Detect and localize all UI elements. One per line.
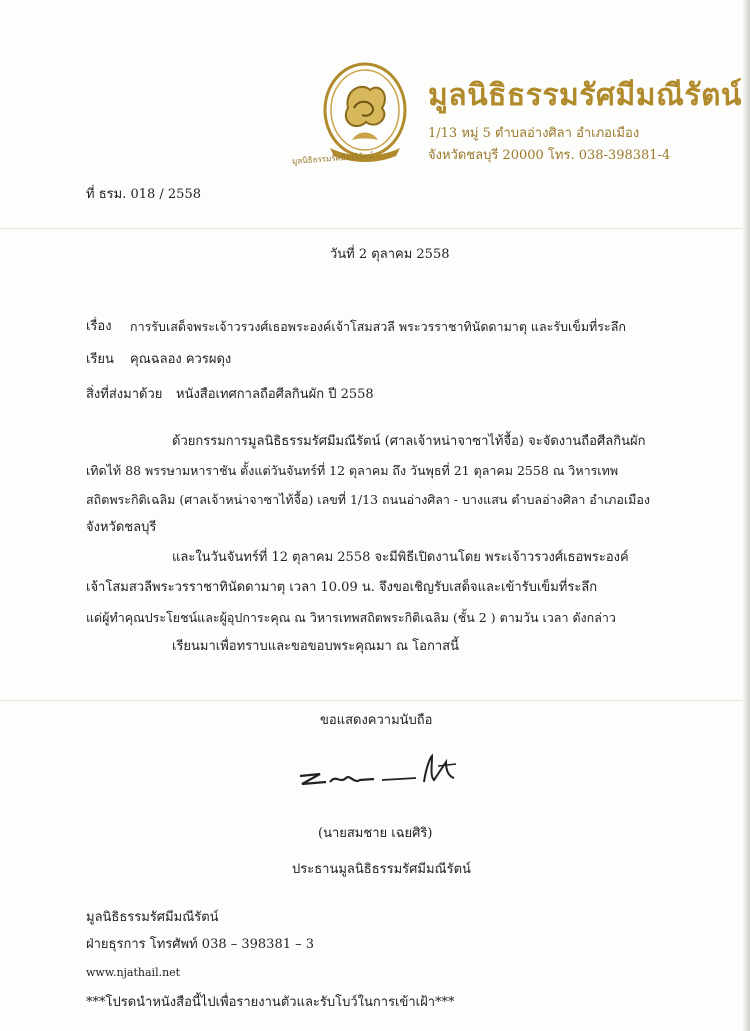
paragraph-2-line: แด่ผู้ทำคุณประโยชน์และผู้อุปการะคุณ ณ วิหารเทพสถิตพระกิติเฉลิม (ชั้น 2 ) ตามวัน เวลา ดังกล่าว [86,610,616,625]
enclosure-label: สิ่งที่ส่งมาด้วย [86,387,163,402]
enclosure-text: หนังสือเทศกาลถือศีลกินผัก ปี 2558 [176,387,374,402]
paragraph-1-line: จังหวัดชลบุรี [86,520,157,535]
paper-fold-line [0,228,750,229]
footer-organization: มูลนิธิธรรมรัศมีมณีรัตน์ [86,910,219,925]
organization-address: 1/13 หมู่ 5 ตำบลอ่างศิลา อำเภอเมือง [428,126,640,141]
organization-name: มูลนิธิธรรมรัศมีมณีรัตน์ [428,78,742,113]
paragraph-3-line: เรียนมาเพื่อทราบและขอขอบพระคุณมา ณ โอกาสนี้ [172,639,459,654]
paper-fold-line [0,700,750,701]
letter-date: วันที่ 2 ตุลาคม 2558 [330,247,450,262]
subject-label: เรื่อง [86,319,112,334]
closing-text: ขอแสดงความนับถือ [320,713,433,728]
footer-note: ***โปรดนำหนังสือนี้ไปเพื่อรายงานตัวและรับโบว์ในการเข้าเฝ้า*** [86,995,455,1010]
signature [296,752,466,792]
organization-contact: จังหวัดชลบุรี 20000 โทร. 038-398381-4 [428,148,671,163]
signer-title: ประธานมูลนิธิธรรมรัศมีมณีรัตน์ [292,862,471,877]
paragraph-2-line: เจ้าโสมสวลีพระวรราชาทินัดดามาตุ เวลา 10.09 น. จึงขอเชิญรับเสด็จและเข้ารับเข็มที่ระลึก [86,580,598,595]
paragraph-1-line: สถิตพระกิติเฉลิม (ศาลเจ้าหน่าจาซาไท้จื้อ) เลขที่ 1/13 ถนนอ่างศิลา - บางแสน ตำบลอ่างศิลา อำเภอเมือง [86,492,650,507]
paper-edge-shadow [742,0,750,1031]
recipient-label: เรียน [86,352,114,367]
paragraph-1-line: ด้วยกรรมการมูลนิธิธรรมรัศมีมณีรัตน์ (ศาลเจ้าหน่าจาซาไท้จื้อ) จะจัดงานถือศีลกินผัก [172,434,646,449]
logo-ring-text: มูลนิธิธรรมรัศมีมณีรัตน์ [291,151,374,166]
footer-website: www.njathail.net [86,966,181,979]
subject-text: การรับเสด็จพระเจ้าวรวงศ์เธอพระองค์เจ้าโสมสวลี พระวรราชาทินัดดามาตุ และรับเข็มที่ระลึก [130,319,626,334]
paragraph-2-line: และในวันจันทร์ที่ 12 ตุลาคม 2558 จะมีพิธีเปิดงานโดย พระเจ้าวรวงศ์เธอพระองค์ [172,550,629,565]
handwritten-signature-icon [296,752,466,792]
paragraph-1-line: เทิดไท้ 88 พรรษามหาราชัน ตั้งแต่วันจันทร์ที่ 12 ตุลาคม ถึง วันพุธที่ 21 ตุลาคม 2558 ณ วิหารเทพ [86,463,619,478]
reference-number: ที่ ธรม. 018 / 2558 [86,187,201,202]
recipient-name: คุณฉลอง ควรผดุง [130,352,232,367]
signer-name: (นายสมชาย เฉยศิริ) [318,826,433,841]
footer-department-phone: ฝ่ายธุรการ โทรศัพท์ 038 – 398381 – 3 [86,937,315,952]
